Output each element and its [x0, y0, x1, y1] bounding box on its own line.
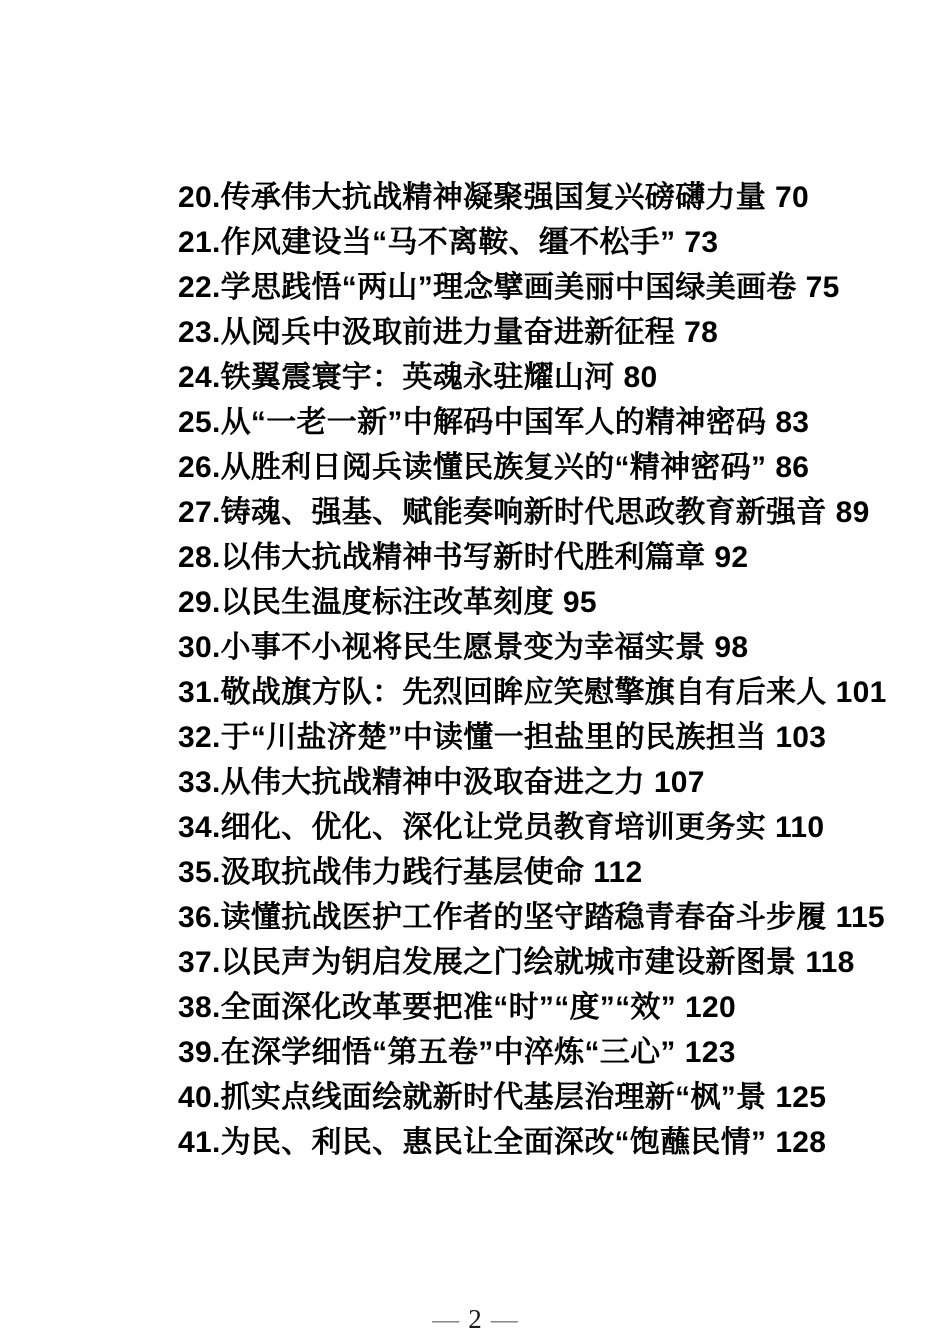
- toc-entry-number: 23.: [178, 316, 221, 349]
- toc-entry-title: 从阅兵中汲取前进力量奋进新征程: [220, 316, 676, 349]
- toc-entry-page: 92: [714, 541, 749, 574]
- toc-entry-page: 78: [684, 316, 719, 349]
- page-footer: [0, 1302, 950, 1336]
- toc-entry-title: 传承伟大抗战精神凝聚强国复兴磅礴力量: [220, 181, 767, 214]
- toc-entry-page: 110: [775, 811, 825, 844]
- toc-entry-title: 从胜利日阅兵读懂民族复兴的“精神密码”: [220, 451, 767, 484]
- toc-entry-number: 25.: [178, 406, 221, 439]
- toc-entry-page: 101: [835, 676, 887, 709]
- toc-entry: [178, 850, 878, 895]
- toc-entry: [178, 310, 878, 355]
- toc-entry-title: 铁翼震寰宇：英魂永驻耀山河: [220, 361, 615, 394]
- toc-entry-title: 以伟大抗战精神书写新时代胜利篇章: [220, 541, 706, 574]
- toc-entry-number: 32.: [178, 721, 221, 754]
- toc-entry: [178, 895, 885, 940]
- toc-entry-page: 118: [805, 946, 855, 979]
- toc-entry: [178, 670, 887, 715]
- toc-entry: [178, 760, 878, 805]
- toc-entry: [178, 445, 878, 490]
- toc-entry-page: 125: [775, 1081, 827, 1114]
- toc-entry-title: 读懂抗战医护工作者的坚守踏稳青春奋斗步履: [220, 901, 827, 934]
- toc-entry-page: 98: [714, 631, 749, 664]
- toc-entry-number: 27.: [178, 496, 221, 529]
- toc-entry-number: 40.: [178, 1081, 221, 1114]
- toc-entry-number: 29.: [178, 586, 221, 619]
- toc-entry-title: 以民生温度标注改革刻度: [220, 586, 554, 619]
- toc-entry-title: 抓实点线面绘就新时代基层治理新“枫”景: [220, 1081, 767, 1114]
- toc-entry-title: 敬战旗方队：先烈回眸应笑慰擎旗自有后来人: [220, 676, 827, 709]
- toc-entry-title: 小事不小视将民生愿景变为幸福实景: [220, 631, 706, 664]
- footer-page-number: 2: [468, 1304, 482, 1334]
- toc-entry-number: 22.: [178, 271, 221, 304]
- toc-list: [178, 175, 887, 1165]
- footer-dash-left: —: [432, 1304, 460, 1334]
- toc-entry-title: 从伟大抗战精神中汲取奋进之力: [220, 766, 645, 799]
- toc-entry-page: 123: [684, 1036, 736, 1069]
- toc-entry: [178, 265, 878, 310]
- toc-entry-number: 30.: [178, 631, 221, 664]
- toc-entry: [178, 220, 878, 265]
- toc-entry-number: 36.: [178, 901, 221, 934]
- toc-entry-number: 35.: [178, 856, 221, 889]
- toc-entry-page: 70: [775, 181, 809, 214]
- toc-entry-title: 为民、利民、惠民让全面深改“饱蘸民情”: [220, 1126, 767, 1159]
- toc-entry-title: 在深学细悟“第五卷”中淬炼“三心”: [220, 1036, 676, 1069]
- toc-entry-number: 34.: [178, 811, 221, 844]
- toc-entry-number: 20.: [178, 181, 221, 214]
- footer-dash-right: —: [490, 1304, 518, 1334]
- toc-entry-page: 107: [653, 766, 705, 799]
- toc-entry-title: 从“一老一新”中解码中国军人的精神密码: [220, 406, 767, 439]
- toc-entry-number: 37.: [178, 946, 221, 979]
- toc-entry-number: 26.: [178, 451, 221, 484]
- toc-entry-title: 于“川盐济楚”中读懂一担盐里的民族担当: [220, 721, 767, 754]
- toc-entry: [178, 625, 878, 670]
- toc-entry: [178, 580, 878, 625]
- toc-entry: [178, 355, 878, 400]
- toc-entry: [178, 490, 878, 535]
- toc-entry: [178, 715, 878, 760]
- toc-entry-page: 73: [684, 226, 719, 259]
- toc-entry-page: 120: [685, 991, 736, 1024]
- toc-entry-page: 95: [562, 586, 597, 619]
- toc-entry-page: 83: [775, 406, 810, 439]
- toc-entry: [178, 805, 878, 850]
- toc-entry-number: 24.: [178, 361, 221, 394]
- toc-entry-number: 28.: [178, 541, 221, 574]
- toc-entry-page: 89: [835, 496, 870, 529]
- toc-entry: [178, 535, 878, 580]
- toc-entry-page: 86: [775, 451, 810, 484]
- toc-entry-number: 41.: [178, 1126, 221, 1159]
- toc-entry-number: 21.: [178, 226, 221, 259]
- toc-entry-page: 128: [775, 1126, 827, 1159]
- toc-entry-title: 细化、优化、深化让党员教育培训更务实: [220, 811, 767, 844]
- toc-entry-title: 以民声为钥启发展之门绘就城市建设新图景: [220, 946, 797, 979]
- toc-entry: [178, 1120, 878, 1165]
- toc-entry-title: 作风建设当“马不离鞍、缰不松手”: [220, 226, 676, 259]
- toc-entry-page: 103: [775, 721, 827, 754]
- toc-entry: [178, 1075, 878, 1120]
- toc-entry-number: 31.: [178, 676, 221, 709]
- toc-entry-title: 全面深化改革要把准“时”“度”“效”: [220, 991, 677, 1024]
- toc-entry: [178, 175, 878, 220]
- toc-entry: [178, 400, 878, 445]
- toc-entry-page: 75: [805, 271, 840, 304]
- toc-entry-title: 学思践悟“两山”理念擘画美丽中国绿美画卷: [220, 271, 797, 304]
- toc-entry-number: 39.: [178, 1036, 221, 1069]
- toc-entry-number: 33.: [178, 766, 221, 799]
- toc-entry: [178, 940, 878, 985]
- toc-entry-page: 80: [623, 361, 658, 394]
- toc-entry: [178, 985, 878, 1030]
- toc-entry-title: 铸魂、强基、赋能奏响新时代思政教育新强音: [220, 496, 827, 529]
- toc-entry-title: 汲取抗战伟力践行基层使命: [220, 856, 585, 889]
- toc-entry-page: 112: [593, 856, 643, 889]
- toc-entry-number: 38.: [178, 991, 221, 1024]
- toc-entry-page: 115: [835, 901, 885, 934]
- toc-entry: [178, 1030, 878, 1075]
